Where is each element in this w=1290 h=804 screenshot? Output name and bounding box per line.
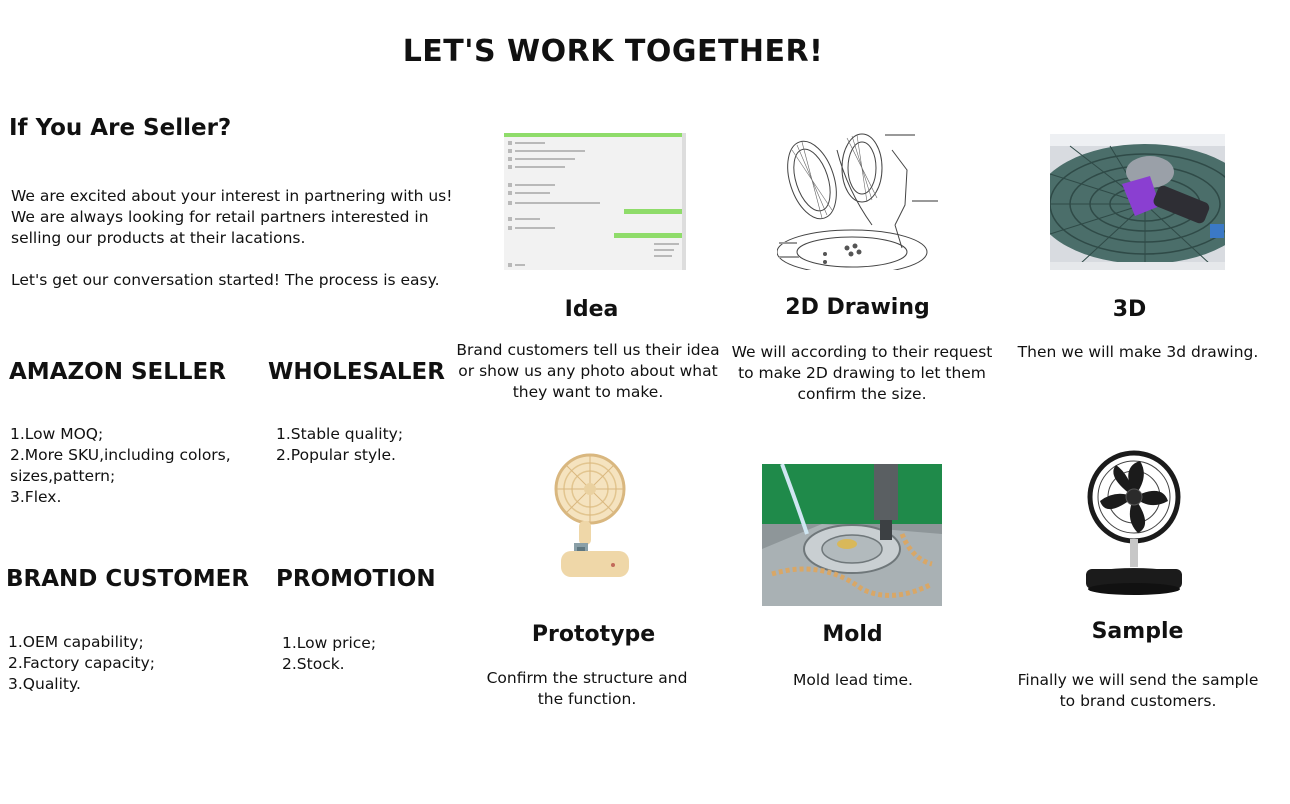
- step-desc-idea: Brand customers tell us their idea or show us any photo about what they want to make.: [456, 341, 720, 401]
- list-item: 3.Quality.: [8, 675, 81, 693]
- page-title: LET'S WORK TOGETHER!: [402, 34, 824, 69]
- intro-paragraph: We are excited about your interest in partnering with us! We are always looking for retail partners interested in selling our products at their lacations.: [11, 187, 453, 247]
- intro-paragraph: Let's get our conversation started! The process is easy.: [11, 271, 440, 289]
- seller-intro: [11, 186, 471, 291]
- step-desc-2d-drawing: We will according to their request to make 2D drawing to let them confirm the size.: [731, 343, 993, 403]
- step-desc-3d: Then we will make 3d drawing.: [1017, 343, 1259, 361]
- step-title-prototype: Prototype: [531, 622, 656, 647]
- list-item: 2.Stock.: [282, 655, 345, 673]
- step-title-mold: Mold: [822, 622, 883, 647]
- step-title-3d: 3D: [1112, 297, 1147, 322]
- step-desc-prototype: Confirm the structure and the function.: [486, 669, 688, 708]
- amazon-seller-list: [10, 424, 255, 508]
- list-item: 1.Low price;: [282, 634, 377, 652]
- promotion-heading: PROMOTION: [276, 566, 436, 592]
- list-item: 3.Flex.: [10, 488, 62, 506]
- step-title-idea: Idea: [564, 297, 619, 322]
- fan-sketch-image: [777, 130, 942, 270]
- seller-heading: If You Are Seller?: [9, 115, 232, 141]
- amazon-seller-heading: AMAZON SELLER: [9, 359, 226, 385]
- list-item: 2.Factory capacity;: [8, 654, 155, 672]
- list-item: 1.OEM capability;: [8, 633, 144, 651]
- list-item: 2.More SKU,including colors, sizes,pattern;: [10, 446, 231, 485]
- promotion-list: [282, 633, 452, 675]
- step-title-sample: Sample: [1091, 619, 1184, 644]
- list-item: 2.Popular style.: [276, 446, 396, 464]
- black-fan-photo: [1050, 447, 1210, 602]
- cad-render-image: [1050, 134, 1225, 270]
- wholesaler-list: [276, 424, 456, 466]
- list-item: 1.Low MOQ;: [10, 425, 104, 443]
- step-desc-sample: Finally we will send the sample to brand customers.: [1017, 671, 1259, 710]
- chat-screenshot-image: [504, 133, 686, 270]
- brand-customer-heading: BRAND CUSTOMER: [6, 566, 250, 592]
- step-title-2d-drawing: 2D Drawing: [785, 295, 930, 320]
- wholesaler-heading: WHOLESALER: [268, 359, 445, 385]
- cream-fan-photo: [515, 447, 675, 605]
- brand-customer-list: [8, 632, 248, 695]
- list-item: 1.Stable quality;: [276, 425, 404, 443]
- step-desc-mold: Mold lead time.: [793, 671, 913, 689]
- mold-photo: [762, 464, 942, 606]
